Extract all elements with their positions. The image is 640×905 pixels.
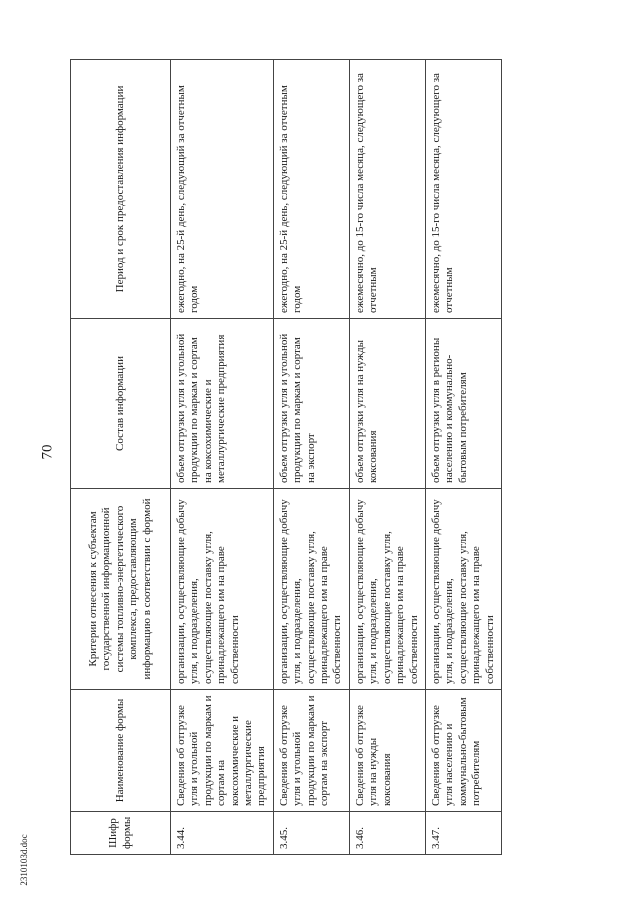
header-criteria: Критерии отнесения к субъектам государственной информационной системы топливно-энергетического комплекса, предоставляющим информацию в соответствии с формой xyxy=(71,489,171,690)
cell-name: Сведения об отгрузке угля и угольной продукции по маркам и сортам на коксохимические и металлургические предприятия xyxy=(171,690,274,812)
header-info-content: Состав информации xyxy=(71,319,171,489)
document-file-code: 2310103d.doc xyxy=(19,834,29,886)
table-header-row xyxy=(71,60,171,855)
cell-code: 3.46. xyxy=(349,812,425,855)
table-row xyxy=(425,60,501,855)
cell-code: 3.45. xyxy=(273,812,349,855)
cell-period: ежегодно, на 25-й день, следующий за отчетным годом xyxy=(171,60,274,319)
cell-content: объем отгрузки угля и угольной продукции по маркам и сортам на коксохимические и металлургические предприятия xyxy=(171,319,274,489)
forms-table xyxy=(70,59,502,855)
cell-code: 3.47. xyxy=(425,812,501,855)
cell-content: объем отгрузки угля на нужды коксования xyxy=(349,319,425,489)
cell-criteria: организации, осуществляющие добычу угля, и подразделения, осуществляющие поставку угля, принадлежащего им на праве собственности xyxy=(171,489,274,690)
page-number: 70 xyxy=(39,444,56,460)
cell-period: ежемесячно, до 15-го числа месяца, следующего за отчетным xyxy=(349,60,425,319)
rotated-table-frame xyxy=(70,60,500,855)
table-row xyxy=(171,60,274,855)
header-period: Период и срок предоставления информации xyxy=(71,60,171,319)
cell-criteria: организации, осуществляющие добычу угля, и подразделения, осуществляющие поставку угля, принадлежащего им на праве собственности xyxy=(349,489,425,690)
header-form-name: Наименование формы xyxy=(71,690,171,812)
cell-content: объем отгрузки угля и угольной продукции по маркам и сортам на экспорт xyxy=(273,319,349,489)
cell-name: Сведения об отгрузке угля на нужды коксования xyxy=(349,690,425,812)
cell-name: Сведения об отгрузке угля и угольной продукции по маркам и сортам на экспорт xyxy=(273,690,349,812)
table-container xyxy=(70,60,500,855)
table-row xyxy=(349,60,425,855)
table-row xyxy=(273,60,349,855)
cell-period: ежегодно, на 25-й день, следующий за отчетным годом xyxy=(273,60,349,319)
cell-period: ежемесячно, до 15-го числа месяца, следующего за отчетным xyxy=(425,60,501,319)
cell-content: объем отгрузки угля в регионы населению и коммунально-бытовым потребителям xyxy=(425,319,501,489)
cell-criteria: организации, осуществляющие добычу угля, и подразделения, осуществляющие поставку угля, принадлежащего им на праве собственности xyxy=(273,489,349,690)
cell-criteria: организации, осуществляющие добычу угля, и подразделения, осуществляющие поставку угля, принадлежащего им на праве собственности xyxy=(425,489,501,690)
cell-name: Сведения об отгрузке угля населению и коммунально-бытовым потребителям xyxy=(425,690,501,812)
cell-code: 3.44. xyxy=(171,812,274,855)
header-form-code: Шифр формы xyxy=(71,812,171,855)
